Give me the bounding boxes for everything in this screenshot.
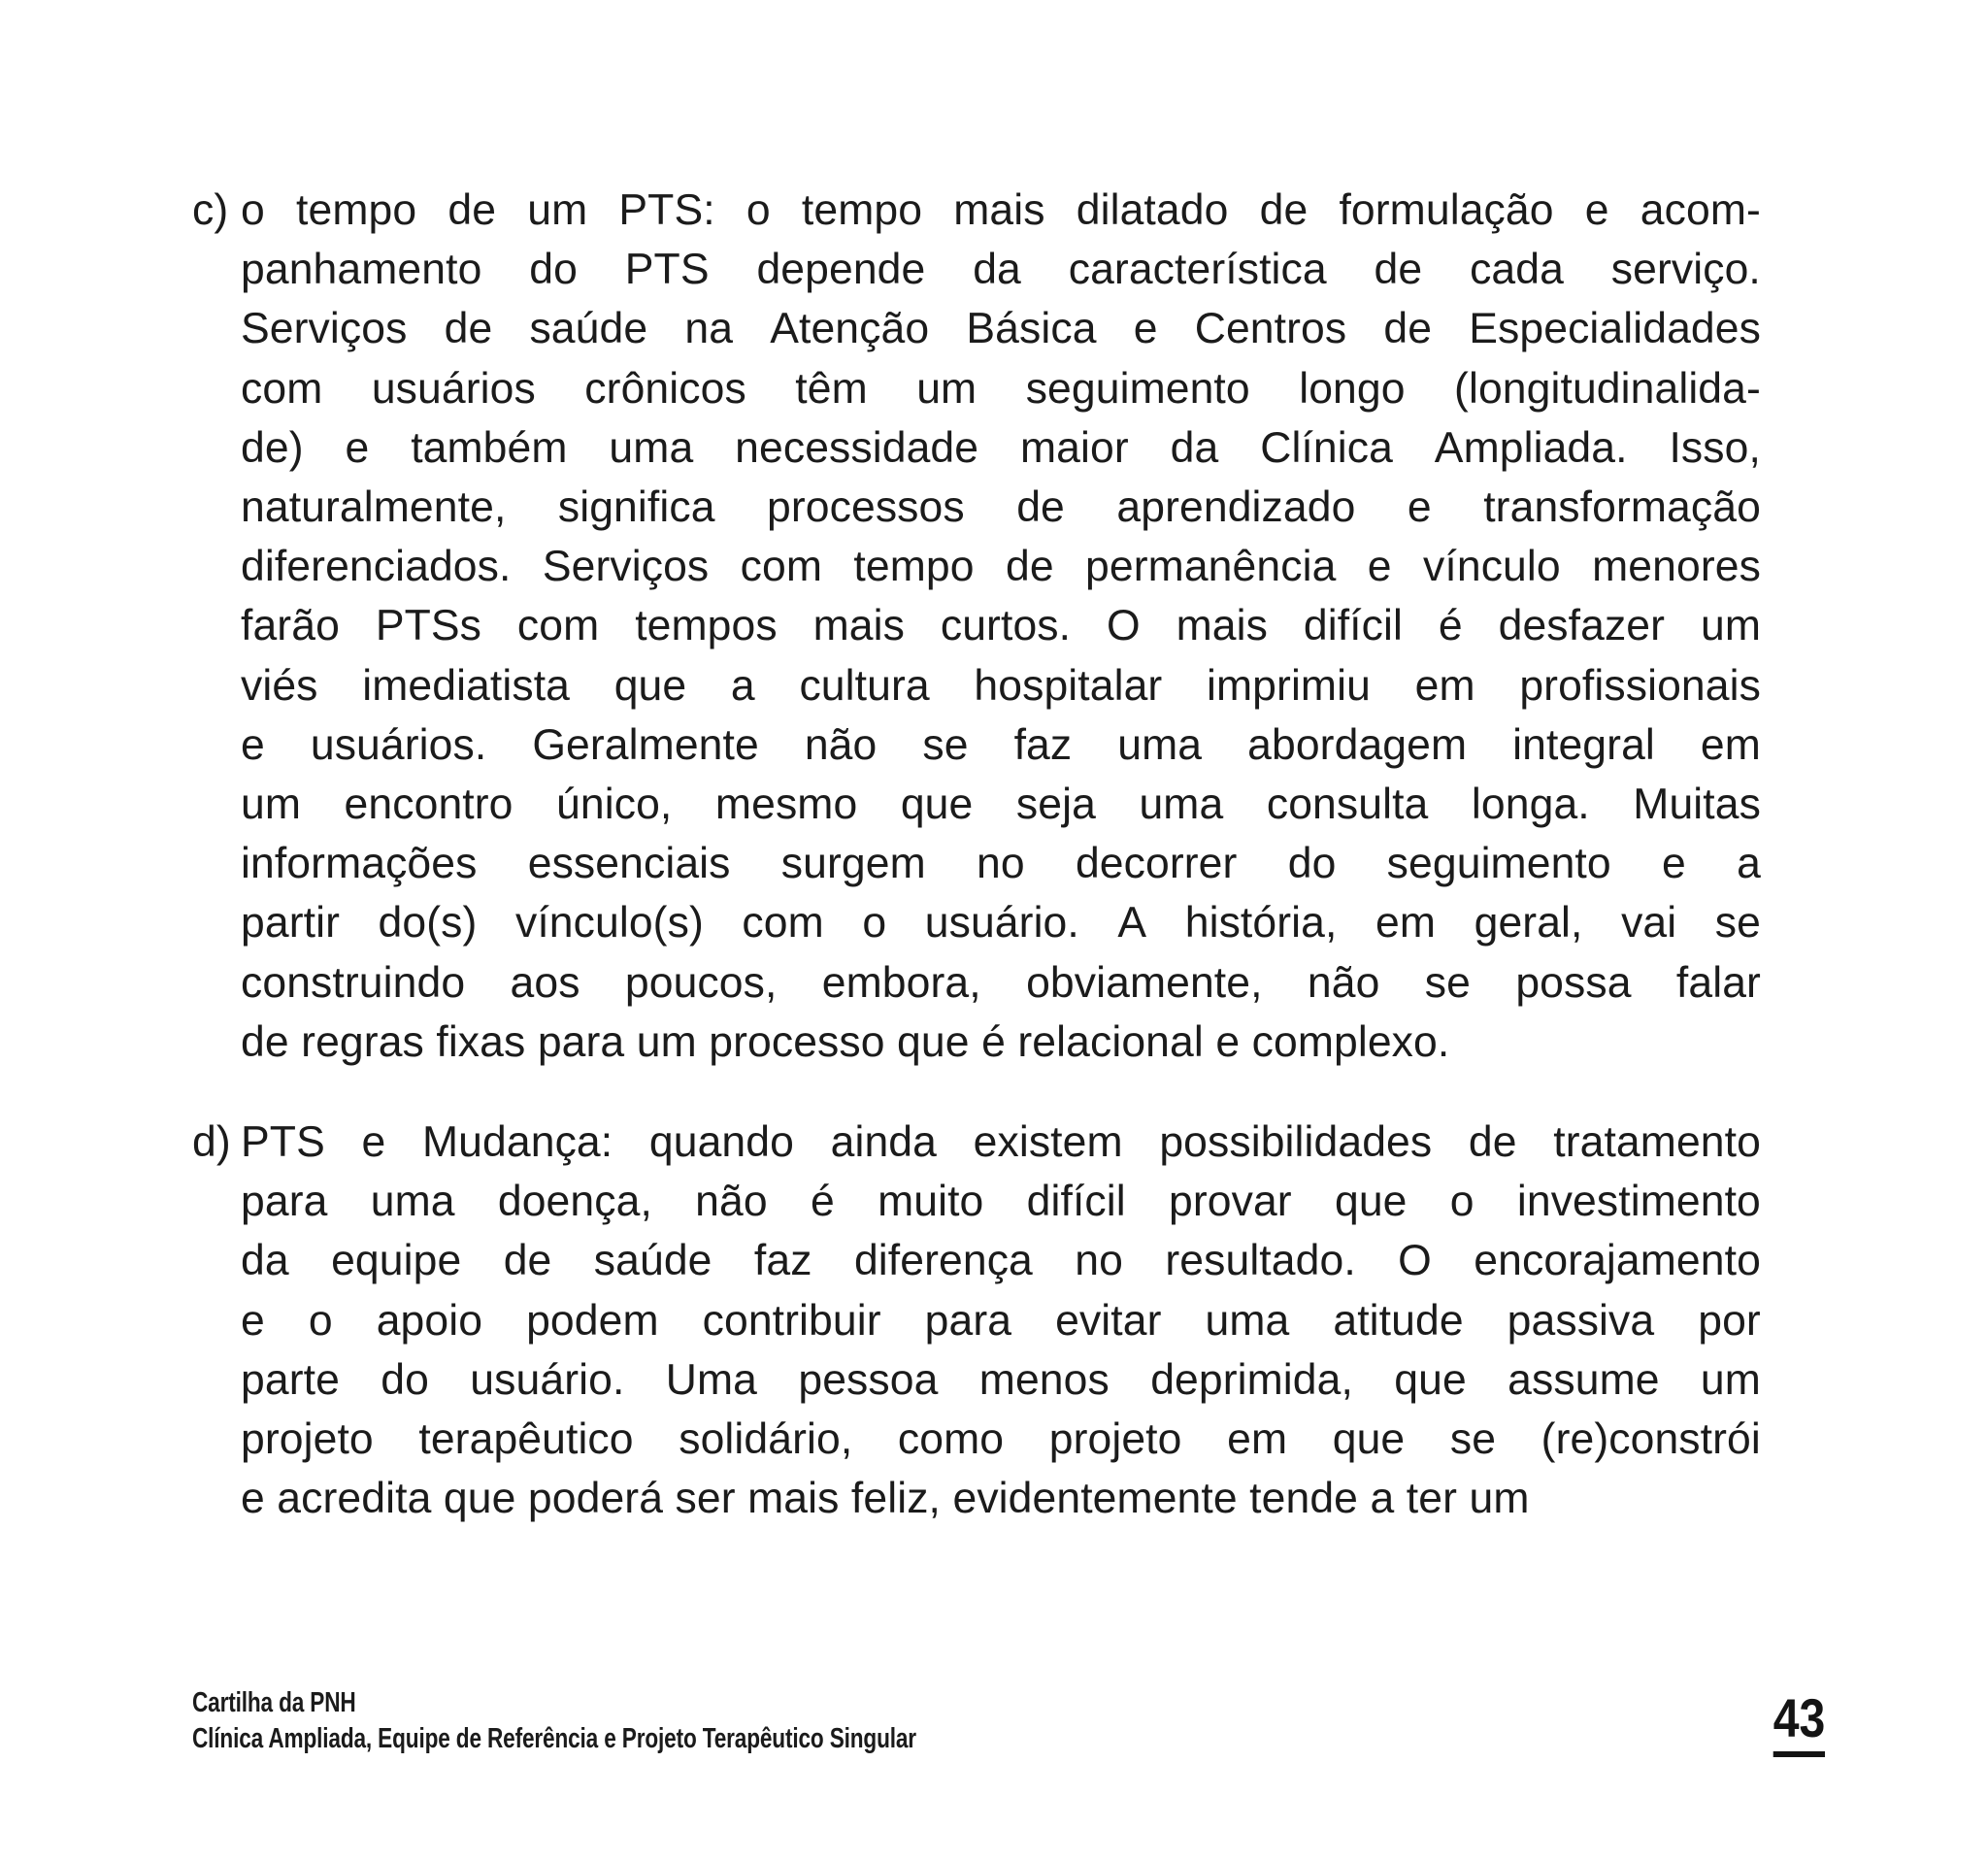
text-line: e acredita que poderá ser mais feliz, evidentemente tende a ter um [241,1475,1530,1523]
text-line: da equipe de saúde faz diferença no resultado. O encorajamento [241,1237,1761,1285]
text-line: com usuários crônicos têm um seguimento longo (longitudinalida- [241,364,1761,413]
text-line: projeto terapêutico solidário, como projeto em que se (re)constrói [241,1415,1761,1464]
text-line: informações essenciais surgem no decorrer do seguimento e a [241,840,1761,888]
footer-publication-info [192,1685,916,1757]
footer-title: Cartilha da PNH [192,1687,356,1718]
text-line: parte do usuário. Uma pessoa menos deprimida, que assume um [241,1355,1761,1404]
text-line: Serviços de saúde na Atenção Básica e Centros de Especialidades [241,305,1761,353]
list-item-text [241,1113,1761,1528]
text-line: de regras fixas para um processo que é relacional e complexo. [241,1017,1450,1066]
text-line: partir do(s) vínculo(s) com o usuário. A história, em geral, vai se [241,899,1761,948]
list-item-marker: c) [192,186,229,234]
list-item-text [241,181,1761,1072]
text-line: para uma doença, não é muito difícil provar que o investimento [241,1178,1761,1226]
text-line: construindo aos poucos, embora, obviamente, não se possa falar [241,958,1761,1007]
footer-subtitle: Clínica Ampliada, Equipe de Referência e Projeto Terapêutico Singular [192,1723,916,1754]
list-item-marker: d) [192,1118,231,1167]
text-line: um encontro único, mesmo que seja uma consulta longa. Muitas [241,781,1761,829]
page-number: 43 [1773,1691,1825,1757]
page-footer [192,1685,1825,1757]
text-line: naturalmente, significa processos de aprendizado e transformação [241,483,1761,532]
page-body [192,181,1761,1528]
text-line: farão PTSs com tempos mais curtos. O mais difícil é desfazer um [241,602,1761,650]
text-line: PTS e Mudança: quando ainda existem possibilidades de tratamento [241,1118,1761,1167]
list-item [192,1113,1761,1528]
list-item [192,181,1761,1072]
text-line: o tempo de um PTS: o tempo mais dilatado de formulação e acom- [241,186,1761,234]
text-line: panhamento do PTS depende da característica de cada serviço. [241,246,1761,294]
text-line: e o apoio podem contribuir para evitar uma atitude passiva por [241,1296,1761,1345]
text-line: e usuários. Geralmente não se faz uma abordagem integral em [241,720,1761,769]
text-line: de) e também uma necessidade maior da Clínica Ampliada. Isso, [241,423,1761,472]
text-line: diferenciados. Serviços com tempo de permanência e vínculo menores [241,543,1761,591]
text-line: viés imediatista que a cultura hospitalar imprimiu em profissionais [241,661,1761,710]
